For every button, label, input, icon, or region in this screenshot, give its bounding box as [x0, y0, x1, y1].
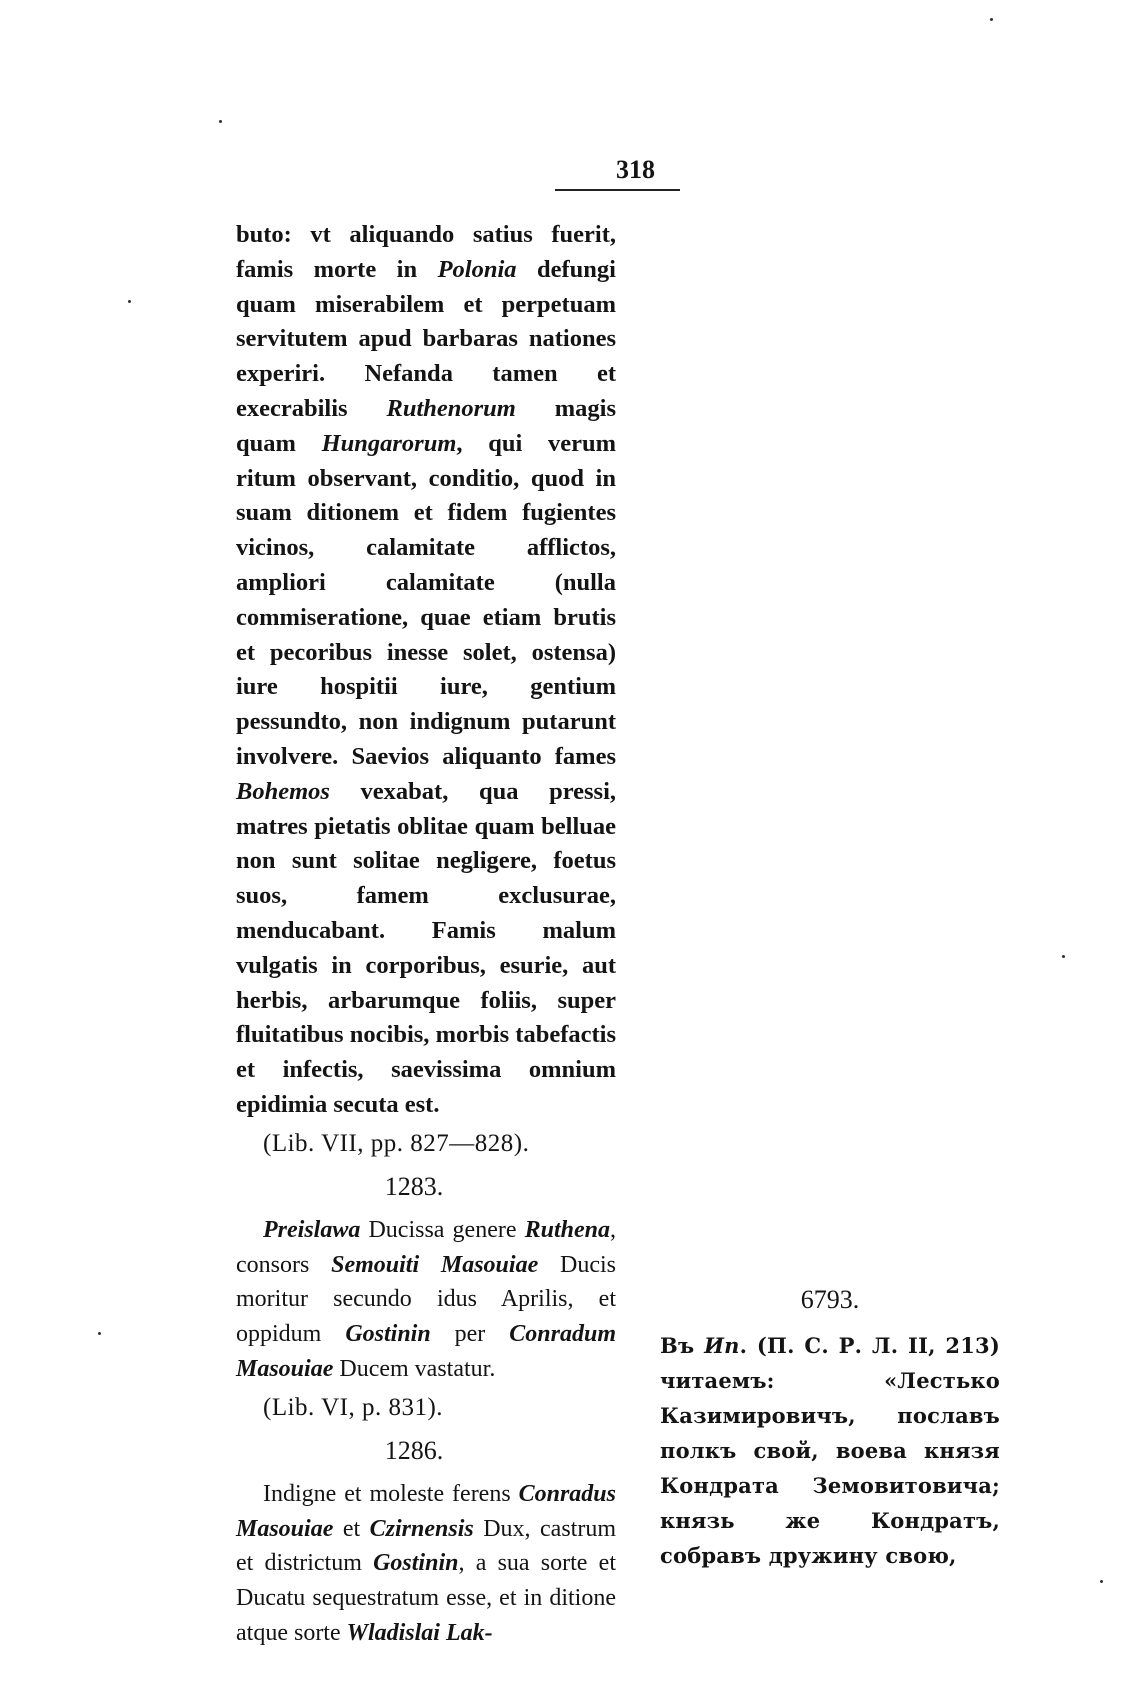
text-run: per: [430, 1321, 510, 1348]
left-column: [236, 218, 616, 1651]
text-run: , qui verum ritum observant, conditio, quod in suam ditionem et fidem fugientes vicinos, calamitate afflictos, ampliori calamitate (nulla commiseratione, quae etiam brutis et pecoribus inesse solet, ostensa) iure hospitii iure, gentium pessundto, non indignum putarunt involvere. Saevios aliquanto fames: [236, 429, 616, 770]
page-number: 318: [616, 155, 655, 184]
italic-person-name: Preislawa: [263, 1216, 361, 1243]
text-run: Dux, castrum et districtum: [236, 1515, 616, 1577]
russian-paragraph: [660, 1328, 1000, 1573]
text-run: , consors: [236, 1216, 616, 1278]
text-run: Ducissa genere: [360, 1216, 525, 1243]
text-run: Ducis moritur secundo idus Aprilis, et oppidum: [236, 1251, 616, 1348]
italic-people-name: Hungarorum: [321, 429, 457, 457]
italic-person-name: Conradum Masouiae: [236, 1321, 616, 1382]
latin-paragraph-preislawa: [236, 1213, 616, 1387]
scan-speck: [98, 1332, 101, 1335]
text-run: defungi quam miserabilem et perpetuam servitutem apud barbaras nationes experiri. Nefanda tamen et execrabilis: [236, 255, 616, 422]
citation: (Lib. VII, pp. 827—828).: [263, 1129, 530, 1157]
scan-speck: [1062, 955, 1065, 958]
scan-speck: [128, 300, 131, 303]
italic-place-name: Gostinin: [373, 1550, 459, 1577]
header-rule: [555, 189, 680, 191]
latin-paragraph-conradus: [236, 1477, 616, 1651]
italic-people-name: Ruthenorum: [386, 394, 516, 422]
italic-person-name: Semouiti Masouiae: [331, 1251, 539, 1278]
italic-source-abbrev: Ип: [704, 1333, 740, 1358]
italic-people-name: Bohemos: [236, 777, 330, 805]
italic-place-name: Polonia: [437, 255, 517, 283]
text-run: buto: vt aliquando satius fuerit, famis morte in: [236, 221, 616, 283]
latin-paragraph-famine: [236, 218, 616, 1123]
text-run: , a sua sorte et Ducatu sequestratum esse, et in ditione atque sorte: [236, 1550, 616, 1646]
year-heading: 1286.: [384, 1435, 444, 1465]
italic-place-name: Czirnensis: [369, 1515, 474, 1542]
year-heading: 6793.: [800, 1285, 860, 1314]
right-column: [660, 1282, 1000, 1573]
text-run: Indigne et moleste ferens: [263, 1480, 519, 1507]
italic-place-name: Gostinin: [345, 1321, 431, 1348]
year-heading: 1283.: [384, 1171, 444, 1201]
italic-people-name: Ruthena: [524, 1216, 610, 1243]
text-run: vexabat, qua pressi, matres pietatis oblitae quam belluae non sunt solitae negligere, foetus suos, famem exclusurae, menducabant. Famis malum vulgatis in corporibus, esurie, aut herbis, arbarumque foliis, super fluitatibus nocibis, morbis tabefactis et infectis, saevissima omnium epidimia secuta est.: [236, 777, 616, 1118]
italic-person-name: Wladislai Lak-: [346, 1619, 493, 1646]
scan-speck: [219, 120, 222, 123]
text-run: Ducem vastatur.: [333, 1355, 496, 1382]
italic-person-name: Conradus Masouiae: [236, 1480, 616, 1542]
scan-speck: [990, 18, 993, 21]
text-run: magis quam: [236, 394, 617, 457]
text-run: . (П. С. Р. Л. II, 213) читаемъ: «Лестько Казимировичъ, пославъ полкъ свой, воева князя Кондрата Земовитовича; князь же Кондратъ, собравъ дружину свою,: [660, 1333, 1000, 1568]
text-run: et: [333, 1515, 370, 1542]
scan-speck: [1100, 1580, 1103, 1583]
citation: (Lib. VI, p. 831).: [263, 1393, 444, 1421]
text-run: Въ: [660, 1333, 705, 1358]
